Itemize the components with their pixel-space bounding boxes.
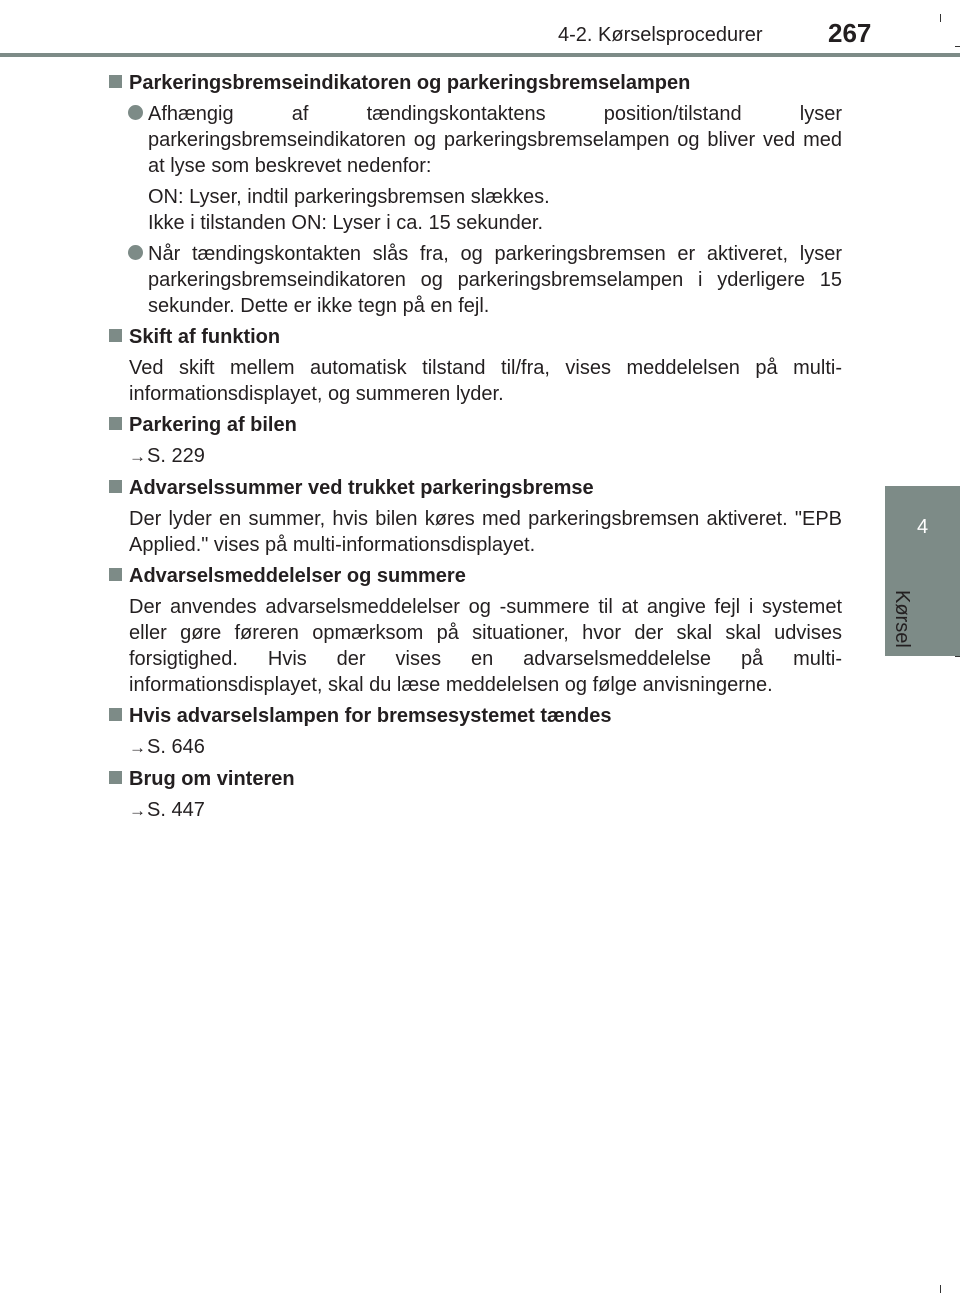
bullet-text: Afhængig af tændingskontaktens position/tilstand lyser parkeringsbremseindikatoren og parkeringsbremselampen og bliver ved med at lyse som beskrevet nedenfor: bbox=[148, 103, 842, 177]
crop-mark bbox=[955, 46, 960, 47]
section-heading bbox=[108, 766, 842, 792]
square-bullet-icon bbox=[109, 417, 122, 430]
bullet-item bbox=[108, 241, 842, 319]
page-reference bbox=[108, 734, 842, 761]
square-bullet-icon bbox=[109, 771, 122, 784]
section-heading bbox=[108, 324, 842, 350]
section-heading bbox=[108, 70, 842, 96]
page-reference bbox=[108, 443, 842, 470]
reference-link[interactable]: S. 646 bbox=[147, 736, 205, 758]
page-number: 267 bbox=[828, 18, 872, 48]
crop-mark bbox=[940, 1285, 941, 1293]
reference-link[interactable]: S. 447 bbox=[147, 799, 205, 821]
section-heading bbox=[108, 412, 842, 438]
section-heading bbox=[108, 475, 842, 501]
arrow-right-icon: → bbox=[129, 801, 146, 820]
section-heading bbox=[108, 563, 842, 589]
round-bullet-icon bbox=[128, 245, 143, 260]
chapter-label: Kørsel bbox=[891, 590, 913, 648]
square-bullet-icon bbox=[109, 329, 122, 342]
heading-text: Advarselssummer ved trukket parkeringsbremse bbox=[129, 477, 594, 499]
crop-mark bbox=[955, 656, 960, 657]
arrow-right-icon: → bbox=[129, 447, 146, 466]
heading-text: Parkering af bilen bbox=[129, 414, 297, 436]
heading-text: Parkeringsbremseindikatoren og parkeringsbremselampen bbox=[129, 72, 691, 94]
square-bullet-icon bbox=[109, 708, 122, 721]
reference-link[interactable]: S. 229 bbox=[147, 445, 205, 467]
crop-mark bbox=[940, 14, 941, 22]
page-reference bbox=[108, 797, 842, 824]
header-rule bbox=[0, 53, 960, 57]
heading-text: Skift af funktion bbox=[129, 326, 281, 348]
bullet-text: Når tændingskontakten slås fra, og parkeringsbremsen er aktiveret, lyser parkeringsbremseindikatoren og parkeringsbremselampen i yderligere 15 sekunder. Dette er ikke tegn på en fejl. bbox=[148, 243, 842, 317]
body-paragraph: Der lyder en summer, hvis bilen køres med parkeringsbremsen aktiveret. "EPB Applied." vises på multi-informationsdisplayet. bbox=[129, 508, 842, 556]
status-lines bbox=[108, 184, 842, 236]
arrow-right-icon: → bbox=[129, 738, 146, 757]
square-bullet-icon bbox=[109, 75, 122, 88]
heading-text: Advarselsmeddelelser og summere bbox=[129, 565, 466, 587]
bullet-item bbox=[108, 101, 842, 179]
round-bullet-icon bbox=[128, 105, 143, 120]
square-bullet-icon bbox=[109, 480, 122, 493]
status-on-line: ON: Lyser, indtil parkeringsbremsen slækkes. bbox=[148, 186, 550, 208]
body-paragraph: Ved skift mellem automatisk tilstand til/fra, vises meddelelsen på multi-informationsdisplayet, og summeren lyder. bbox=[129, 357, 842, 405]
page-content bbox=[108, 70, 842, 829]
chapter-number: 4 bbox=[916, 516, 929, 538]
running-header: 4-2. Kørselsprocedurer bbox=[558, 24, 763, 46]
body-paragraph: Der anvendes advarselsmeddelelser og -summere til at angive fejl i systemet eller gøre føreren opmærksom på situationer, hvor der skal skal udvises forsigtighed. Hvis der vises en advarselsmeddelelse på multi-informationsdisplayet, skal du læse meddelelsen og følge anvisningerne. bbox=[129, 596, 842, 696]
heading-text: Hvis advarselslampen for bremsesystemet tændes bbox=[129, 705, 612, 727]
square-bullet-icon bbox=[109, 568, 122, 581]
section-heading bbox=[108, 703, 842, 729]
status-off-line: Ikke i tilstanden ON: Lyser i ca. 15 sekunder. bbox=[148, 212, 544, 234]
heading-text: Brug om vinteren bbox=[129, 768, 295, 790]
